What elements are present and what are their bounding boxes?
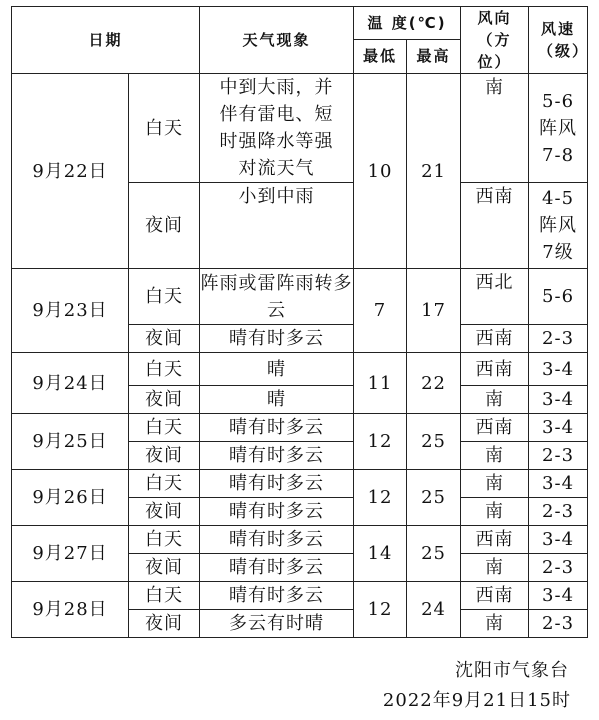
max-temp-cell: 25 — [407, 470, 461, 526]
wind-direction-cell: 南 — [461, 442, 529, 470]
wind-speed-cell — [529, 74, 588, 183]
wind-direction-cell: 南 — [461, 74, 529, 183]
period-cell: 白天 — [129, 353, 200, 386]
wind-direction-cell: 西南 — [461, 183, 529, 269]
weather-text: 小到中雨 — [238, 186, 315, 207]
weather-cell: 晴有时多云 — [200, 442, 354, 470]
wind-direction-header-text: 风向（方位） — [477, 9, 512, 71]
period-cell: 白天 — [129, 526, 200, 554]
forecast-row-day — [12, 74, 588, 183]
period-cell: 夜间 — [129, 554, 200, 582]
forecast-row-day — [12, 582, 588, 610]
wind-speed-text: 5-6阵风7-8 — [539, 90, 578, 166]
date-cell: 9月24日 — [12, 353, 129, 414]
period-cell: 白天 — [129, 414, 200, 442]
period-cell: 夜间 — [129, 610, 200, 638]
wind-speed-cell: 2-3 — [529, 325, 588, 353]
max-temp-cell: 24 — [407, 582, 461, 638]
forecast-body — [12, 7, 588, 638]
forecast-row-day — [12, 353, 588, 386]
wind-direction-cell: 西南 — [461, 353, 529, 386]
wind-speed-cell: 5-6 — [529, 269, 588, 325]
wind-speed-cell: 3-4 — [529, 353, 588, 386]
period-cell: 白天 — [129, 582, 200, 610]
period-cell: 白天 — [129, 269, 200, 325]
min-temp-cell: 11 — [354, 353, 407, 414]
weather-cell — [200, 183, 354, 269]
wind-direction-cell: 南 — [461, 498, 529, 526]
wind-direction-cell: 南 — [461, 610, 529, 638]
forecast-row-day — [12, 526, 588, 554]
period-cell: 夜间 — [129, 442, 200, 470]
weather-cell — [200, 74, 354, 183]
wind-speed-cell: 3-4 — [529, 414, 588, 442]
max-temp-cell: 17 — [407, 269, 461, 353]
date-cell: 9月25日 — [12, 414, 129, 470]
date-header: 日期 — [12, 7, 200, 74]
wind-speed-header-text: 风速（级） — [538, 20, 590, 60]
issued-at: 2022年9月21日15时 — [382, 690, 571, 711]
period-cell: 白天 — [129, 470, 200, 498]
weather-cell: 晴有时多云 — [200, 526, 354, 554]
wind-speed-cell: 2-3 — [529, 442, 588, 470]
weather-text: 中到大雨，并伴有雷电、短时强降水等强对流天气 — [219, 77, 334, 179]
period-cell: 夜间 — [129, 183, 200, 269]
weather-cell: 晴 — [200, 386, 354, 414]
min-temp-cell: 12 — [354, 470, 407, 526]
temperature-header: 温 度(℃) — [354, 7, 461, 40]
wind-direction-cell: 西南 — [461, 582, 529, 610]
min-temp-cell: 7 — [354, 269, 407, 353]
wind-speed-cell: 3-4 — [529, 470, 588, 498]
period-cell: 白天 — [129, 74, 200, 183]
date-cell: 9月27日 — [12, 526, 129, 582]
wind-direction-cell: 西南 — [461, 526, 529, 554]
date-cell: 9月22日 — [12, 74, 129, 269]
weather-cell: 晴有时多云 — [200, 325, 354, 353]
forecast-row-day — [12, 414, 588, 442]
forecast-row-day — [12, 470, 588, 498]
wind-speed-cell: 3-4 — [529, 582, 588, 610]
wind-speed-text: 4-5阵风7级 — [539, 188, 578, 263]
min-temp-cell: 14 — [354, 526, 407, 582]
wind-direction-cell: 西北 — [461, 269, 529, 325]
period-cell: 夜间 — [129, 386, 200, 414]
weather-cell: 晴有时多云 — [200, 554, 354, 582]
period-cell: 夜间 — [129, 325, 200, 353]
weather-cell: 晴有时多云 — [200, 470, 354, 498]
max-temp-cell: 25 — [407, 414, 461, 470]
wind-speed-header — [529, 7, 588, 74]
weather-cell: 阵雨或雷阵雨转多云 — [200, 269, 354, 325]
wind-direction-cell: 西南 — [461, 414, 529, 442]
min-temp-cell: 10 — [354, 74, 407, 269]
weather-cell: 晴有时多云 — [200, 414, 354, 442]
issuer: 沈阳市气象台 — [455, 660, 569, 681]
wind-speed-cell — [529, 183, 588, 269]
date-cell: 9月23日 — [12, 269, 129, 353]
weather-cell: 晴 — [200, 353, 354, 386]
forecast-row-day — [12, 269, 588, 325]
wind-speed-cell: 2-3 — [529, 498, 588, 526]
wind-direction-cell: 南 — [461, 470, 529, 498]
wind-speed-cell: 2-3 — [529, 554, 588, 582]
date-cell: 9月28日 — [12, 582, 129, 638]
max-temp-header: 最高 — [407, 39, 461, 73]
max-temp-cell: 21 — [407, 74, 461, 269]
wind-direction-cell: 西南 — [461, 325, 529, 353]
weather-cell: 晴有时多云 — [200, 498, 354, 526]
wind-speed-cell: 3-4 — [529, 526, 588, 554]
date-cell: 9月26日 — [12, 470, 129, 526]
weather-cell: 晴有时多云 — [200, 582, 354, 610]
header-row — [12, 7, 588, 40]
wind-direction-cell: 南 — [461, 554, 529, 582]
wind-speed-cell: 2-3 — [529, 610, 588, 638]
min-temp-cell: 12 — [354, 582, 407, 638]
wind-direction-header — [461, 7, 529, 74]
forecast-table — [11, 6, 588, 638]
max-temp-cell: 25 — [407, 526, 461, 582]
max-temp-cell: 22 — [407, 353, 461, 414]
wind-direction-cell: 南 — [461, 386, 529, 414]
min-temp-header: 最低 — [354, 39, 407, 73]
weather-cell: 多云有时晴 — [200, 610, 354, 638]
min-temp-cell: 12 — [354, 414, 407, 470]
wind-speed-cell: 3-4 — [529, 386, 588, 414]
weather-header: 天气现象 — [200, 7, 354, 74]
period-cell: 夜间 — [129, 498, 200, 526]
